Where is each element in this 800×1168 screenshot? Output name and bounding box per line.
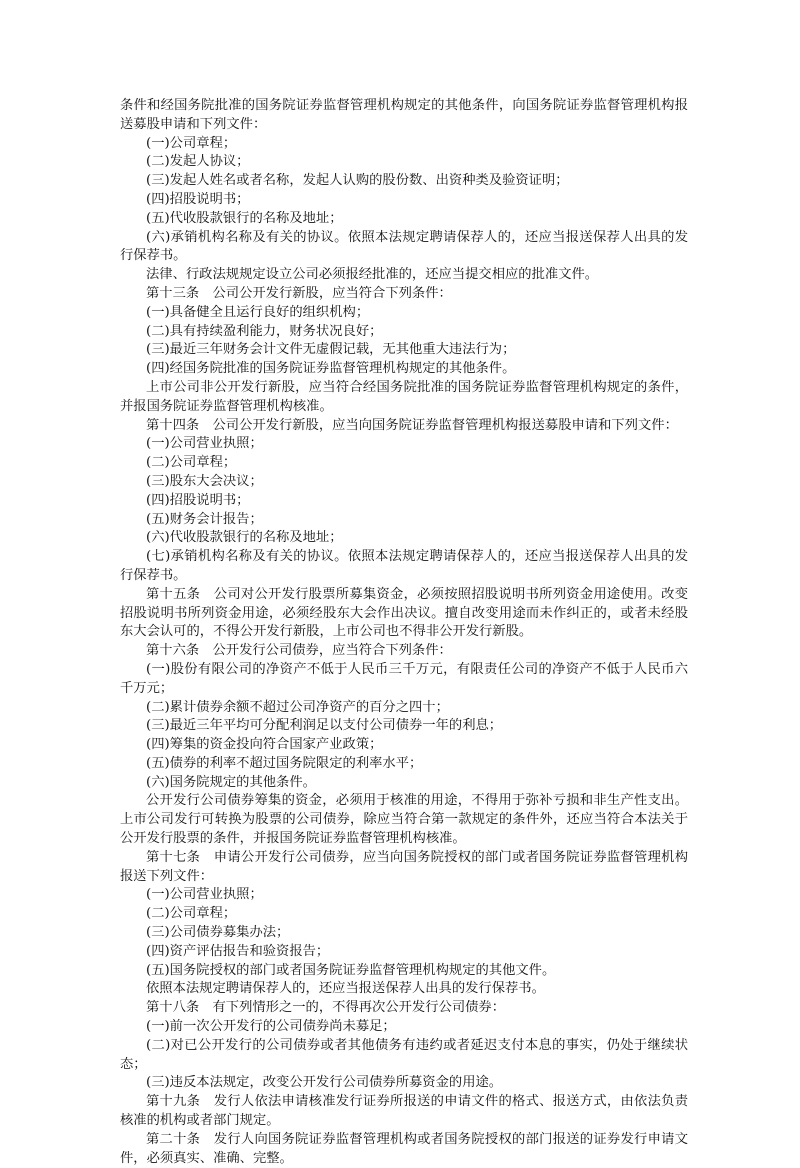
paragraph: (五)财务会计报告； <box>146 511 263 527</box>
paragraph: (三)最近三年平均可分配利润足以支付公司债券一年的利息； <box>146 718 503 734</box>
paragraph: (二)公司章程； <box>146 455 237 471</box>
paragraph: (四)资产评估报告和验资报告； <box>146 943 330 959</box>
paragraph: 第十四条 公司公开发行新股，应当向国务院证券监督管理机构报送募股申请和下列文件： <box>146 417 678 433</box>
paragraph: 第二十条 发行人向国务院证券监督管理机构或者国务院授权的部门报送的证券发行申请文件，必须真实、准确、完整。 <box>120 1131 688 1166</box>
paragraph: 条件和经国务院批准的国务院证券监督管理机构规定的其他条件，向国务院证券监督管理机构报送募股申请和下列文件： <box>120 98 688 132</box>
paragraph: (三)最近三年财务会计文件无虚假记载，无其他重大违法行为； <box>146 342 516 358</box>
document-body <box>120 97 688 1168</box>
paragraph: (四)招股说明书； <box>146 191 250 207</box>
paragraph: (二)发起人协议； <box>146 154 250 170</box>
paragraph: (三)股东大会决议； <box>146 473 263 489</box>
paragraph: (三)违反本法规定，改变公开发行公司债券所募资金的用途。 <box>146 1075 503 1091</box>
paragraph: (四)经国务院批准的国务院证券监督管理机构规定的其他条件。 <box>146 361 516 377</box>
paragraph: (五)代收股款银行的名称及地址； <box>146 210 343 226</box>
paragraph: 上市公司非公开发行新股，应当符合经国务院批准的国务院证券监督管理机构规定的条件，并报国务院证券监督管理机构核准。 <box>120 379 688 414</box>
paragraph: (一)前一次公开发行的公司债券尚未募足； <box>146 1019 396 1035</box>
paragraph: 第十八条 有下列情形之一的，不得再次公开发行公司债券： <box>146 1000 506 1016</box>
paragraph: (六)国务院规定的其他条件。 <box>146 774 316 790</box>
paragraph: (一)公司营业执照； <box>146 436 263 452</box>
paragraph: (四)招股说明书； <box>146 492 250 508</box>
paragraph: (六)代收股款银行的名称及地址； <box>146 530 343 546</box>
paragraph: (五)国务院授权的部门或者国务院证券监督管理机构规定的其他文件。 <box>146 962 556 978</box>
paragraph: (一)公司章程； <box>146 135 237 151</box>
paragraph: (二)对已公开发行的公司债券或者其他债务有违约或者延迟支付本息的事实，仍处于继续状态； <box>120 1037 688 1072</box>
paragraph: (二)公司章程； <box>146 906 237 922</box>
paragraph: 第十六条 公开发行公司债券，应当符合下列条件： <box>146 643 452 659</box>
paragraph: (四)筹集的资金投向符合国家产业政策； <box>146 737 383 753</box>
paragraph: 第十五条 公司对公开发行股票所募集资金，必须按照招股说明书所列资金用途使用。改变招股说明书所列资金用途，必须经股东大会作出决议。擅自改变用途而未作纠正的，或者未经股东大会认可的，不得公开发行新股，上市公司也不得非公开发行新股。 <box>120 586 688 640</box>
paragraph: 法律、行政法规规定设立公司必须报经批准的，还应当提交相应的批准文件。 <box>146 267 599 283</box>
paragraph: (二)具有持续盈利能力，财务状况良好； <box>146 323 383 339</box>
paragraph: 第十七条 申请公开发行公司债券，应当向国务院授权的部门或者国务院证券监督管理机构报送下列文件： <box>120 849 688 884</box>
paragraph: (二)累计债券余额不超过公司净资产的百分之四十； <box>146 699 449 715</box>
paragraph: (三)公司债券募集办法； <box>146 925 290 941</box>
paragraph: (一)公司营业执照； <box>146 887 263 903</box>
paragraph: 公开发行公司债券筹集的资金，必须用于核准的用途，不得用于弥补亏损和非生产性支出。上市公司发行可转换为股票的公司债券，除应当符合第一款规定的条件外，还应当符合本法关于公开发行股票的条件，并报国务院证券监督管理机构核准。 <box>120 793 688 847</box>
paragraph: 第十九条 发行人依法申请核准发行证券所报送的申请文件的格式、报送方式，由依法负责核准的机构或者部门规定。 <box>120 1094 688 1129</box>
paragraph: (一)股份有限公司的净资产不低于人民币三千万元，有限责任公司的净资产不低于人民币六千万元； <box>120 661 688 696</box>
paragraph: (五)债券的利率不超过国务院限定的利率水平； <box>146 755 423 771</box>
paragraph: (一)具备健全且运行良好的组织机构； <box>146 304 370 320</box>
paragraph: (三)发起人姓名或者名称，发起人认购的股份数、出资种类及验资证明； <box>146 173 569 189</box>
paragraph: (七)承销机构名称及有关的协议。依照本法规定聘请保荐人的，还应当报送保荐人出具的发行保荐书。 <box>120 549 688 583</box>
paragraph: 依照本法规定聘请保荐人的，还应当报送保荐人出具的发行保荐书。 <box>146 981 545 997</box>
paragraph: (六)承销机构名称及有关的协议。依照本法规定聘请保荐人的，还应当报送保荐人出具的发行保荐书。 <box>120 229 688 264</box>
paragraph: 第十三条 公司公开发行新股，应当符合下列条件： <box>146 285 452 301</box>
